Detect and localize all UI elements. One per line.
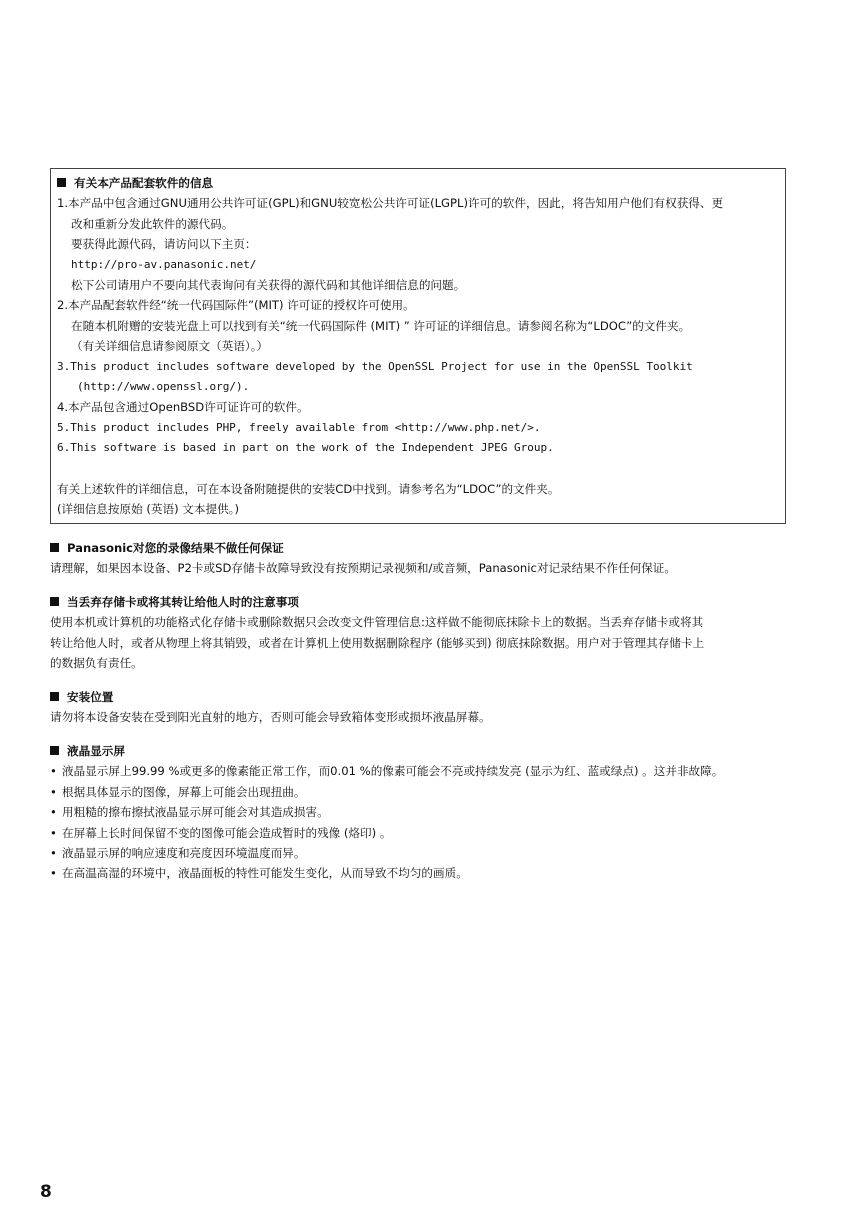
box-footer-line1: 有关上述软件的详细信息，可在本设备附随提供的安装CD中找到。请参考名为“LDOC”的文件夹。 [57, 481, 560, 496]
square-bullet-icon [50, 692, 59, 701]
lcd-bullet: • 用粗糙的擦布擦拭液晶显示屏可能会对其造成损害。 [50, 805, 329, 820]
item1-line2: 改和重新分发此软件的源代码。 [71, 216, 234, 231]
lcd-bullet: • 液晶显示屏上99.99 %或更多的像素能正常工作，而0.01 %的像素可能会不亮或持续发亮 (显示为红、蓝或绿点) 。这并非故障。 [50, 764, 724, 779]
disposal-heading: 当丢弃存储卡或将其转让给他人时的注意事项 [50, 592, 790, 612]
location-body: 请勿将本设备安装在受到阳光直射的地方，否则可能会导致箱体变形或损坏液晶屏幕。 [50, 710, 491, 725]
lcd-heading: 液晶显示屏 [50, 741, 790, 761]
item2-line1: 2.本产品配套软件经“统一代码国际件”(MIT) 许可证的授权许可使用。 [57, 298, 415, 313]
box-footer-line2: (详细信息按原始 (英语) 文本提供。) [57, 502, 239, 517]
software-info-box [50, 168, 786, 524]
lcd-bullet: • 液晶显示屏的响应速度和亮度因环境温度而异。 [50, 846, 306, 861]
item3-line2: (http://www.openssl.org/). [77, 380, 250, 394]
disposal-section [50, 592, 790, 674]
lcd-bullet: • 在高温高湿的环境中，液晶面板的特性可能发生变化，从而导致不均匀的画质。 [50, 866, 468, 881]
item1-line1: 1.本产品中包含通过GNU通用公共许可证(GPL)和GNU较宽松公共许可证(LGPL)许可的软件，因此，将告知用户他们有权获得、更 [57, 196, 724, 211]
lcd-section [50, 741, 790, 884]
warranty-section [50, 538, 790, 579]
page-number: 8 [40, 1182, 52, 1202]
location-section [50, 687, 790, 728]
item2-line3: （有关详细信息请参阅原文（英语）。） [71, 339, 269, 354]
square-bullet-icon [50, 543, 59, 552]
disposal-line1: 使用本机或计算机的功能格式化存储卡或删除数据只会改变文件管理信息:这样做不能彻底抹除卡上的数据。当丢弃存储卡或将其 [50, 615, 704, 630]
item1-url: http://pro-av.panasonic.net/ [71, 257, 257, 271]
item2-line2: 在随本机附赠的安装光盘上可以找到有关“统一代码国际件 (MIT) ” 许可证的详细信息。请参阅名称为“LDOC”的文件夹。 [71, 318, 691, 333]
lcd-bullet: • 在屏幕上长时间保留不变的图像可能会造成暂时的残像 (烙印) 。 [50, 825, 392, 840]
disposal-line3: 的数据负有责任。 [50, 656, 143, 671]
item6: 6.This software is based in part on the work of the Independent JPEG Group. [57, 441, 554, 455]
warranty-heading: Panasonic对您的录像结果不做任何保证 [50, 538, 790, 558]
square-bullet-icon [50, 597, 59, 606]
square-bullet-icon [57, 178, 66, 187]
warranty-body: 请理解，如果因本设备、P2卡或SD存储卡故障导致没有按预期记录视频和/或音频，Panasonic对记录结果不作任何保证。 [50, 561, 676, 576]
item1-line5: 松下公司请用户不要向其代表询问有关获得的源代码和其他详细信息的问题。 [71, 278, 466, 293]
disposal-line2: 转让给他人时，或者从物理上将其销毁，或者在计算机上使用数据删除程序 (能够买到) 彻底抹除数据。用户对于管理其存储卡上 [50, 635, 705, 650]
item4: 4.本产品包含通过OpenBSD许可证许可的软件。 [57, 400, 309, 415]
item3-line1: 3.This product includes software developed by the OpenSSL Project for use in the OpenSSL Toolkit [57, 359, 693, 373]
lcd-bullet: • 根据具体显示的图像，屏幕上可能会出现扭曲。 [50, 784, 306, 799]
item1-line3: 要获得此源代码，请访问以下主页： [71, 237, 257, 252]
software-info-heading: 有关本产品配套软件的信息 [57, 173, 785, 193]
square-bullet-icon [50, 746, 59, 755]
item5: 5.This product includes PHP, freely available from <http://www.php.net/>. [57, 420, 541, 434]
location-heading: 安装位置 [50, 687, 790, 707]
